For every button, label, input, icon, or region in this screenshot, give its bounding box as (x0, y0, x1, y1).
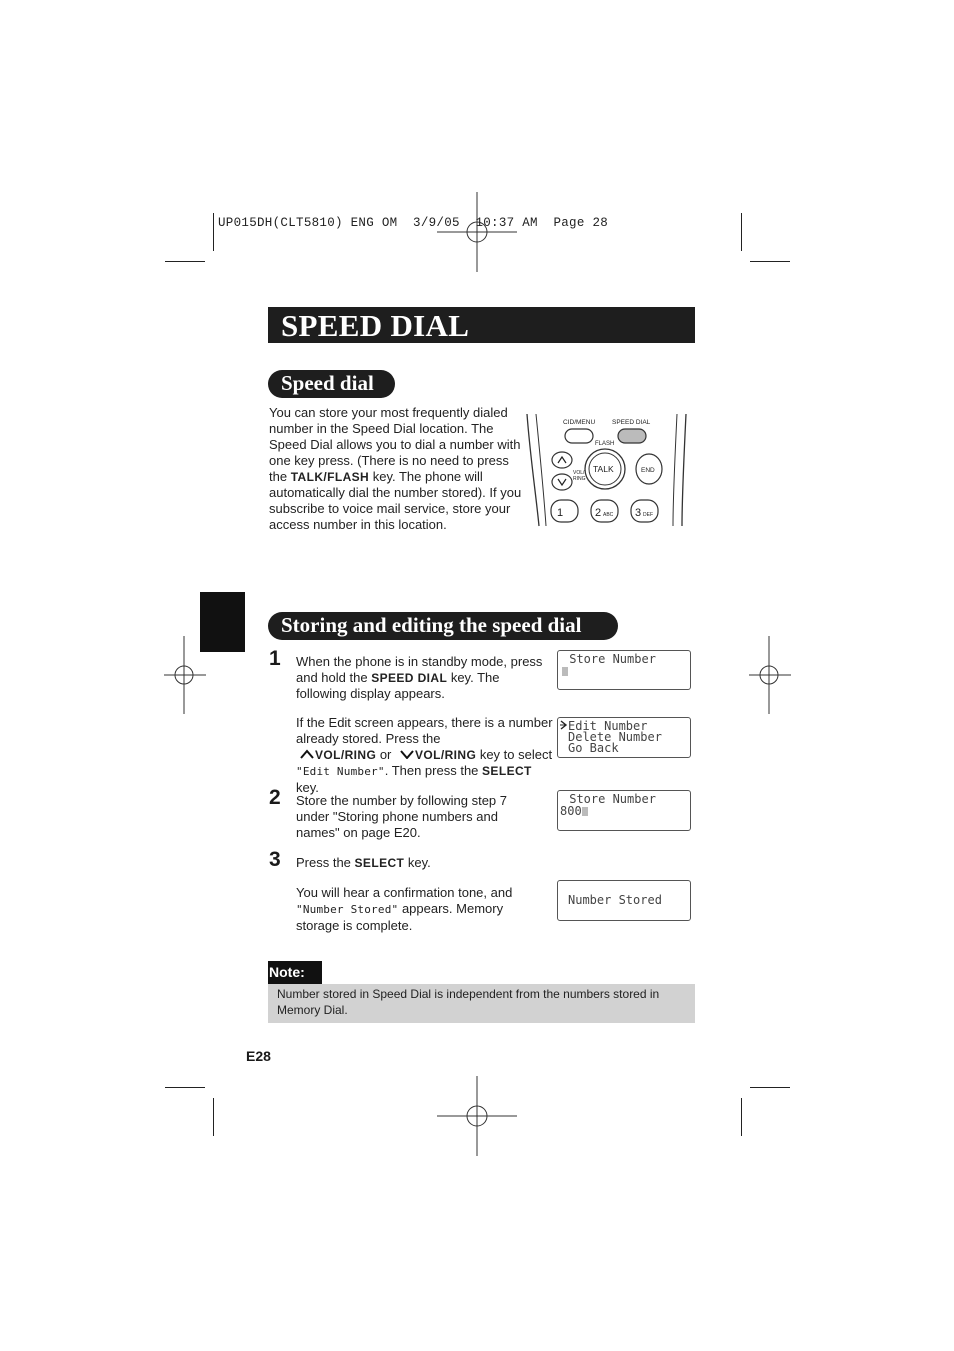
cid-menu-label: CID/MENU (563, 419, 596, 426)
svg-text:2: 2 (595, 507, 602, 519)
down-arrow-icon (399, 749, 415, 759)
section-heading-speed-dial: Speed dial (268, 370, 395, 398)
step-3-confirmation-text: You will hear a confirmation tone, and "Number Stored" appears. Memory storage is complete. (296, 885, 513, 933)
step-number-1: 1 (269, 647, 281, 670)
lcd-display-store-number: Store Number (557, 650, 691, 690)
selection-arrow-icon (559, 720, 568, 730)
step-3-text: Press the SELECT key. (296, 855, 431, 870)
speed-dial-key (618, 429, 646, 443)
page-title-bar (268, 307, 695, 343)
up-arrow-icon (299, 749, 315, 759)
section-tab-marker (200, 592, 245, 652)
flash-label: FLASH (595, 441, 615, 447)
svg-text:3: 3 (635, 507, 642, 519)
crop-mark (741, 1098, 742, 1136)
crop-mark (213, 1098, 214, 1136)
crop-mark (750, 261, 790, 262)
speed-dial-label: SPEED DIAL (612, 419, 651, 426)
step-number-2: 2 (269, 786, 281, 809)
svg-text:1: 1 (557, 507, 564, 519)
speed-dial-key-label: SPEED DIAL (371, 671, 448, 685)
down-key (552, 474, 572, 490)
crop-mark (741, 213, 742, 251)
ring-label: RING (573, 476, 586, 482)
lcd-cursor (562, 667, 568, 676)
note-text: Number stored in Speed Dial is independent from the numbers stored in Memory Dial. (268, 984, 695, 1023)
crop-mark (750, 1087, 790, 1088)
step-number-3: 3 (269, 848, 281, 871)
crop-mark (165, 1087, 205, 1088)
end-label: END (641, 467, 655, 474)
crop-mark (165, 261, 205, 262)
key-1 (551, 500, 578, 522)
lcd-display-store-number-800: Store Number 800 (557, 790, 691, 831)
section-heading-storing: Storing and editing the speed dial (268, 612, 618, 640)
svg-text:ABC: ABC (603, 512, 614, 518)
registration-mark-right (749, 636, 791, 714)
registration-mark-top (437, 192, 517, 272)
talk-label: TALK (593, 464, 614, 474)
svg-text:DEF: DEF (643, 512, 653, 518)
vol-label: VOL/ (573, 470, 585, 476)
page-number: E28 (246, 1048, 271, 1064)
page-title: SPEED DIAL (281, 308, 470, 343)
phone-keypad-illustration (524, 410, 690, 528)
up-key (552, 452, 572, 468)
print-header: UP015DH(CLT5810) ENG OM 3/9/05 10:37 AM Page 28 (218, 216, 609, 230)
crop-mark (213, 213, 214, 251)
lcd-display-number-stored: Number Stored (557, 880, 691, 921)
step-1-text: When the phone is in standby mode, press and hold the SPEED DIAL key. The following display appears. (296, 654, 543, 701)
registration-mark-bottom (437, 1076, 517, 1156)
note-label: Note: (268, 961, 322, 984)
intro-paragraph: You can store your most frequently dialed number in the Speed Dial location. The Speed Dial allows you to dial a number with one key press. (There is no need to press the TALK/FLASH key. The phone will automatically dial the number stored). If you subscribe to voice mail service, store your access number in this location. (269, 405, 522, 532)
cid-menu-key (565, 429, 593, 443)
step-1-edit-text: If the Edit screen appears, there is a number already stored. Press the VOL/RING or VOL/RING key to select "Edit Number". Then press the SELECT key. (296, 715, 553, 795)
step-2-text: Store the number by following step 7 under "Storing phone numbers and names" on page E20. (296, 793, 508, 840)
talk-flash-key-label: TALK/FLASH (290, 470, 370, 484)
lcd-cursor (582, 807, 588, 816)
lcd-display-edit-menu: Edit Number Delete Number Go Back (557, 717, 691, 758)
